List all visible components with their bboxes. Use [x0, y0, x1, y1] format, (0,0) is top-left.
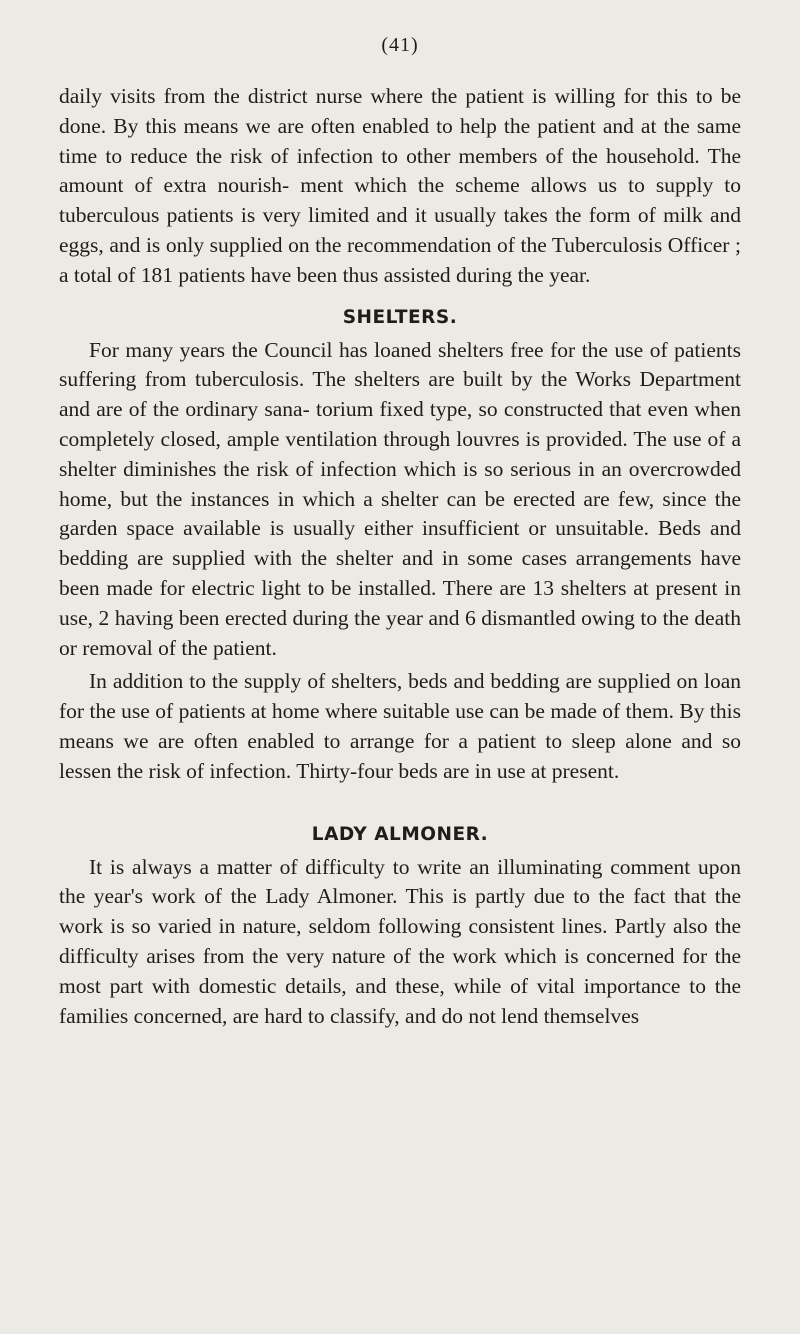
page-number: (41): [381, 34, 419, 56]
paragraph-lady-almoner: It is always a matter of difficulty to write an illuminating comment upon the year's work of the Lady Almoner. This is partly due to the fact that the work is so varied in nature, seldom following consistent lines. Partly also the difficulty arises from the very nature of the work which is concerned for the most part with domestic details, and these, while of vital importance to the families concerned, are hard to classify, and do not lend themselves: [59, 854, 741, 1028]
paragraph-daily-visits: daily visits from the district nurse where the patient is willing for this to be done. By this means we are often enabled to help the patient and at the same time to reduce the risk of infection to other members of the household. The amount of extra nourish- ment which the scheme allows us to supply to tuberculous patients is very limited and it usually takes the form of milk and eggs, and is only supplied on the recommendation of the Tuberculosis Officer ; a total of 181 patients have been thus assisted during the year.: [59, 84, 741, 287]
heading-lady-almoner: LADY ALMONER.: [311, 823, 489, 845]
paragraph-beds-bedding: In addition to the supply of shelters, beds and bedding are supplied on loan for the use of patients at home where suitable use can be made of them. By this means we are often enabled to arrange for a patient to sleep alone and so lessen the risk of infection. Thirty-four beds are in use at present.: [59, 669, 741, 783]
heading-shelters: SHELTERS.: [342, 306, 458, 328]
page-content: [59, 82, 741, 1031]
paragraph-shelters-loan: For many years the Council has loaned shelters free for the use of patients suffering from tuberculosis. The shelters are built by the Works Department and are of the ordinary sana- torium fixed type, so constructed that even when completely closed, ample ventilation through louvres is provided. The use of a shelter diminishes the risk of infection which is so serious in an overcrowded home, but the instances in which a shelter can be erected are few, since the garden space available is usually either insufficient or unsuitable. Beds and bedding are supplied with the shelter and in some cases arrangements have been made for electric light to be installed. There are 13 shelters at present in use, 2 having been erected during the year and 6 dismantled owing to the death or removal of the patient.: [59, 337, 741, 660]
